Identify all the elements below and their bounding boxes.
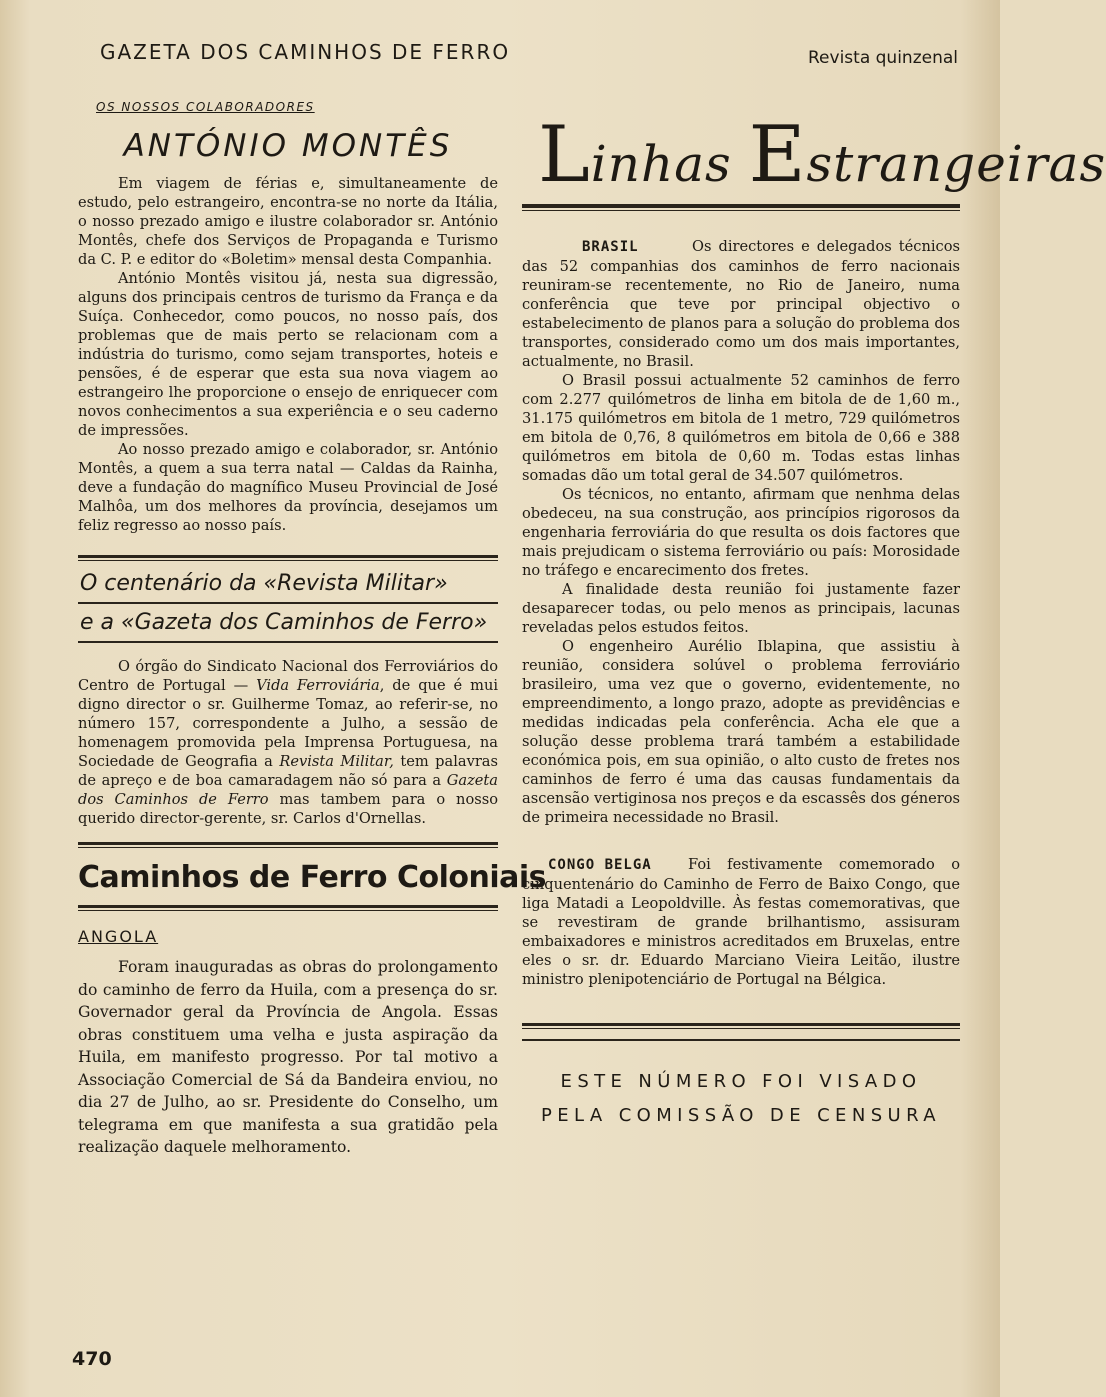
montes-paragraph-3: Ao nosso prezado amigo e colaborador, sr. António Montês, a quem a sua terra natal — Caldas da Rainha, deve a fundação do magnífico Museu Provincial de José Malhôa, um dos melhores da província, desejamos um feliz regresso ao nosso país. (78, 441, 498, 534)
left-column (78, 100, 547, 1159)
divider-rule (522, 1023, 960, 1029)
linhas-estrangeiras-title (538, 110, 1106, 200)
angola-subtitle: ANGOLA (78, 927, 159, 946)
right-column (522, 110, 1106, 1133)
journal-title: GAZETA DOS CAMINHOS DE FERRO (100, 40, 511, 64)
centenario-text-b: , de que é mui digno director o sr. Guilherme Tomaz, ao referir-se, no número 157, correspondente a Julho, a sessão de homenagem promovida pela Imprensa Portuguesa, na Sociedade de Geografia a (78, 677, 499, 770)
centenario-paragraph (78, 657, 498, 828)
centenario-text-c: tem palavras de apreço e de boa camaradagem não só para a (78, 753, 498, 789)
periodicity-label: Revista quinzenal (808, 48, 958, 68)
brasil-text-1: Os directores e delegados técnicos das 52 companhias dos caminhos de ferro nacionais reuniram-se recentemente, no Rio de Janeiro, numa conferência que teve por principal objectivo o estabelecimento de planos para a solução do problema dos transportes, considerado como um dos mais importantes, actualmente, no Brasil. (522, 238, 960, 370)
congo-paragraph (522, 855, 960, 989)
brasil-paragraph-2: O Brasil possui actualmente 52 caminhos de ferro com 2.277 quilómetros de linha em bitola de de 1,60 m., 31.175 quilómetros em bitola de 1 metro, 729 quilómetros em bitola de 0,76, 8 quilómetros em bitola de 0,66 e 388 quilómetros em bitola de 0,60 m. Todas estas linhas somadas dão um total geral de 34.507 quilómetros. (522, 372, 960, 484)
brasil-paragraph-5: O engenheiro Aurélio Iblapina, que assistiu à reunião, considera solúvel o problema ferroviário brasileiro, uma vez que o governo, evidentemente, no empreendimento, a longo prazo, adopte as previdências e medidas indicadas pela conferência. Acha ele que a solução desse problema trará também a estabilidade económica pois, em sua opinião, o alto custo de fretes nos caminhos de ferro é uma das causas fundamentais da ascensão vertiginosa nos preços e da escassês dos géneros de primeira necessidade no Brasil. (522, 638, 961, 826)
centenario-title-line1: O centenário da «Revista Militar» (80, 571, 448, 596)
congo-text: Foi festivamente comemorado o cinquentenário do Caminho de Ferro de Baixo Congo, que liga Matadi a Leopoldville. Às festas comemorativas, que se revestiram de grande brilhantismo, assisuram embaixadores e ministros acreditados em Bruxelas, entre eles o sr. dr. Eduardo Marciano Vieira Leitão, ilustre ministro plenipotenciário de Portugal na Bélgica. (522, 856, 960, 988)
centenario-italic-b: Revista Militar, (279, 753, 394, 770)
divider-rule (78, 905, 498, 911)
title-cap-l: L (538, 110, 591, 200)
centenario-italic-c: Gazeta dos Caminhos de Ferro (78, 772, 498, 808)
brasil-paragraph-4: A finalidade desta reunião foi justamente fazer desaparecer todas, ou pelo menos as principais, lacunas reveladas pelos estudos feitos. (522, 581, 960, 636)
title-rest-2: strangeiras (806, 135, 1106, 193)
montes-paragraph-1: Em viagem de férias e, simultaneamente de estudo, pelo estrangeiro, encontra-se no norte da Itália, o nosso prezado amigo e ilustre colaborador sr. António Montês, chefe dos Serviços de Propaganda e Turismo da C. P. e editor do «Boletim» mensal desta Companhia. (78, 175, 498, 268)
title-cap-e: E (748, 110, 807, 200)
divider-rule (78, 602, 498, 604)
country-label-congo: CONGO BELGA (548, 857, 652, 873)
title-rest-1: inhas (590, 135, 749, 193)
divider-rule (78, 842, 498, 848)
censura-line-1: ESTE NÚMERO FOI VISADO (560, 1071, 922, 1092)
coloniais-title: Caminhos de Ferro Coloniais (78, 860, 547, 895)
angola-paragraph: Foram inauguradas as obras do prolongamento do caminho de ferro da Huila, com a presença do sr. Governador geral da Província de Angola. Essas obras constituem uma velha e justa aspiração da Huila, em manifesto progresso. Por tal motivo a Associação Comercial de Sá da Bandeira enviou, no dia 27 de Julho, ao sr. Presidente do Conselho, um telegrama em que manifesta a sua gratidão pela realização daquele melhoramento. (78, 958, 498, 1156)
brasil-paragraph-1 (522, 237, 960, 371)
montes-paragraph-2: António Montês visitou já, nesta sua digressão, alguns dos principais centros de turismo da França e da Suíça. Conhecedor, como poucos, no nosso país, dos problemas que de mais perto se relacionam com a indústria do turismo, como sejam transportes, hoteis e pensões, é de esperar que esta sua nova viagem ao estrangeiro lhe proporcione o ensejo de enriquecer com novos conhecimentos a sua experiência e o seu caderno de impressões. (78, 270, 498, 439)
section-kicker: OS NOSSOS COLABORADORES (96, 100, 315, 114)
page-number: 470 (72, 1348, 112, 1370)
brasil-paragraph-3: Os técnicos, no entanto, afirmam que nenhma delas obedeceu, na sua construção, aos princípios rigorosos da engenharia ferroviária do que resulta os dois factores que mais prejudicam o sistema ferroviário ou país: Morosidade no tráfego e encarecimento dos fretes. (522, 486, 960, 579)
centenario-text-d: mas tambem para o nosso querido director-gerente, sr. Carlos d'Ornellas. (78, 791, 498, 827)
censura-line-2: PELA COMISSÃO DE CENSURA (540, 1105, 941, 1126)
divider-rule (78, 641, 498, 643)
divider-rule (522, 1039, 960, 1041)
divider-rule (78, 555, 498, 561)
centenario-title-line2: e a «Gazeta dos Caminhos de Ferro» (80, 610, 488, 635)
divider-rule (522, 204, 960, 211)
centenario-italic-a: Vida Ferroviária (256, 677, 380, 694)
country-label-brasil: BRASIL (582, 239, 639, 255)
centenario-text-a: O órgão do Sindicato Nacional dos Ferroviários do Centro de Portugal — (78, 658, 498, 694)
article-title-montes: ANTÓNIO MONTÊS (123, 128, 453, 164)
